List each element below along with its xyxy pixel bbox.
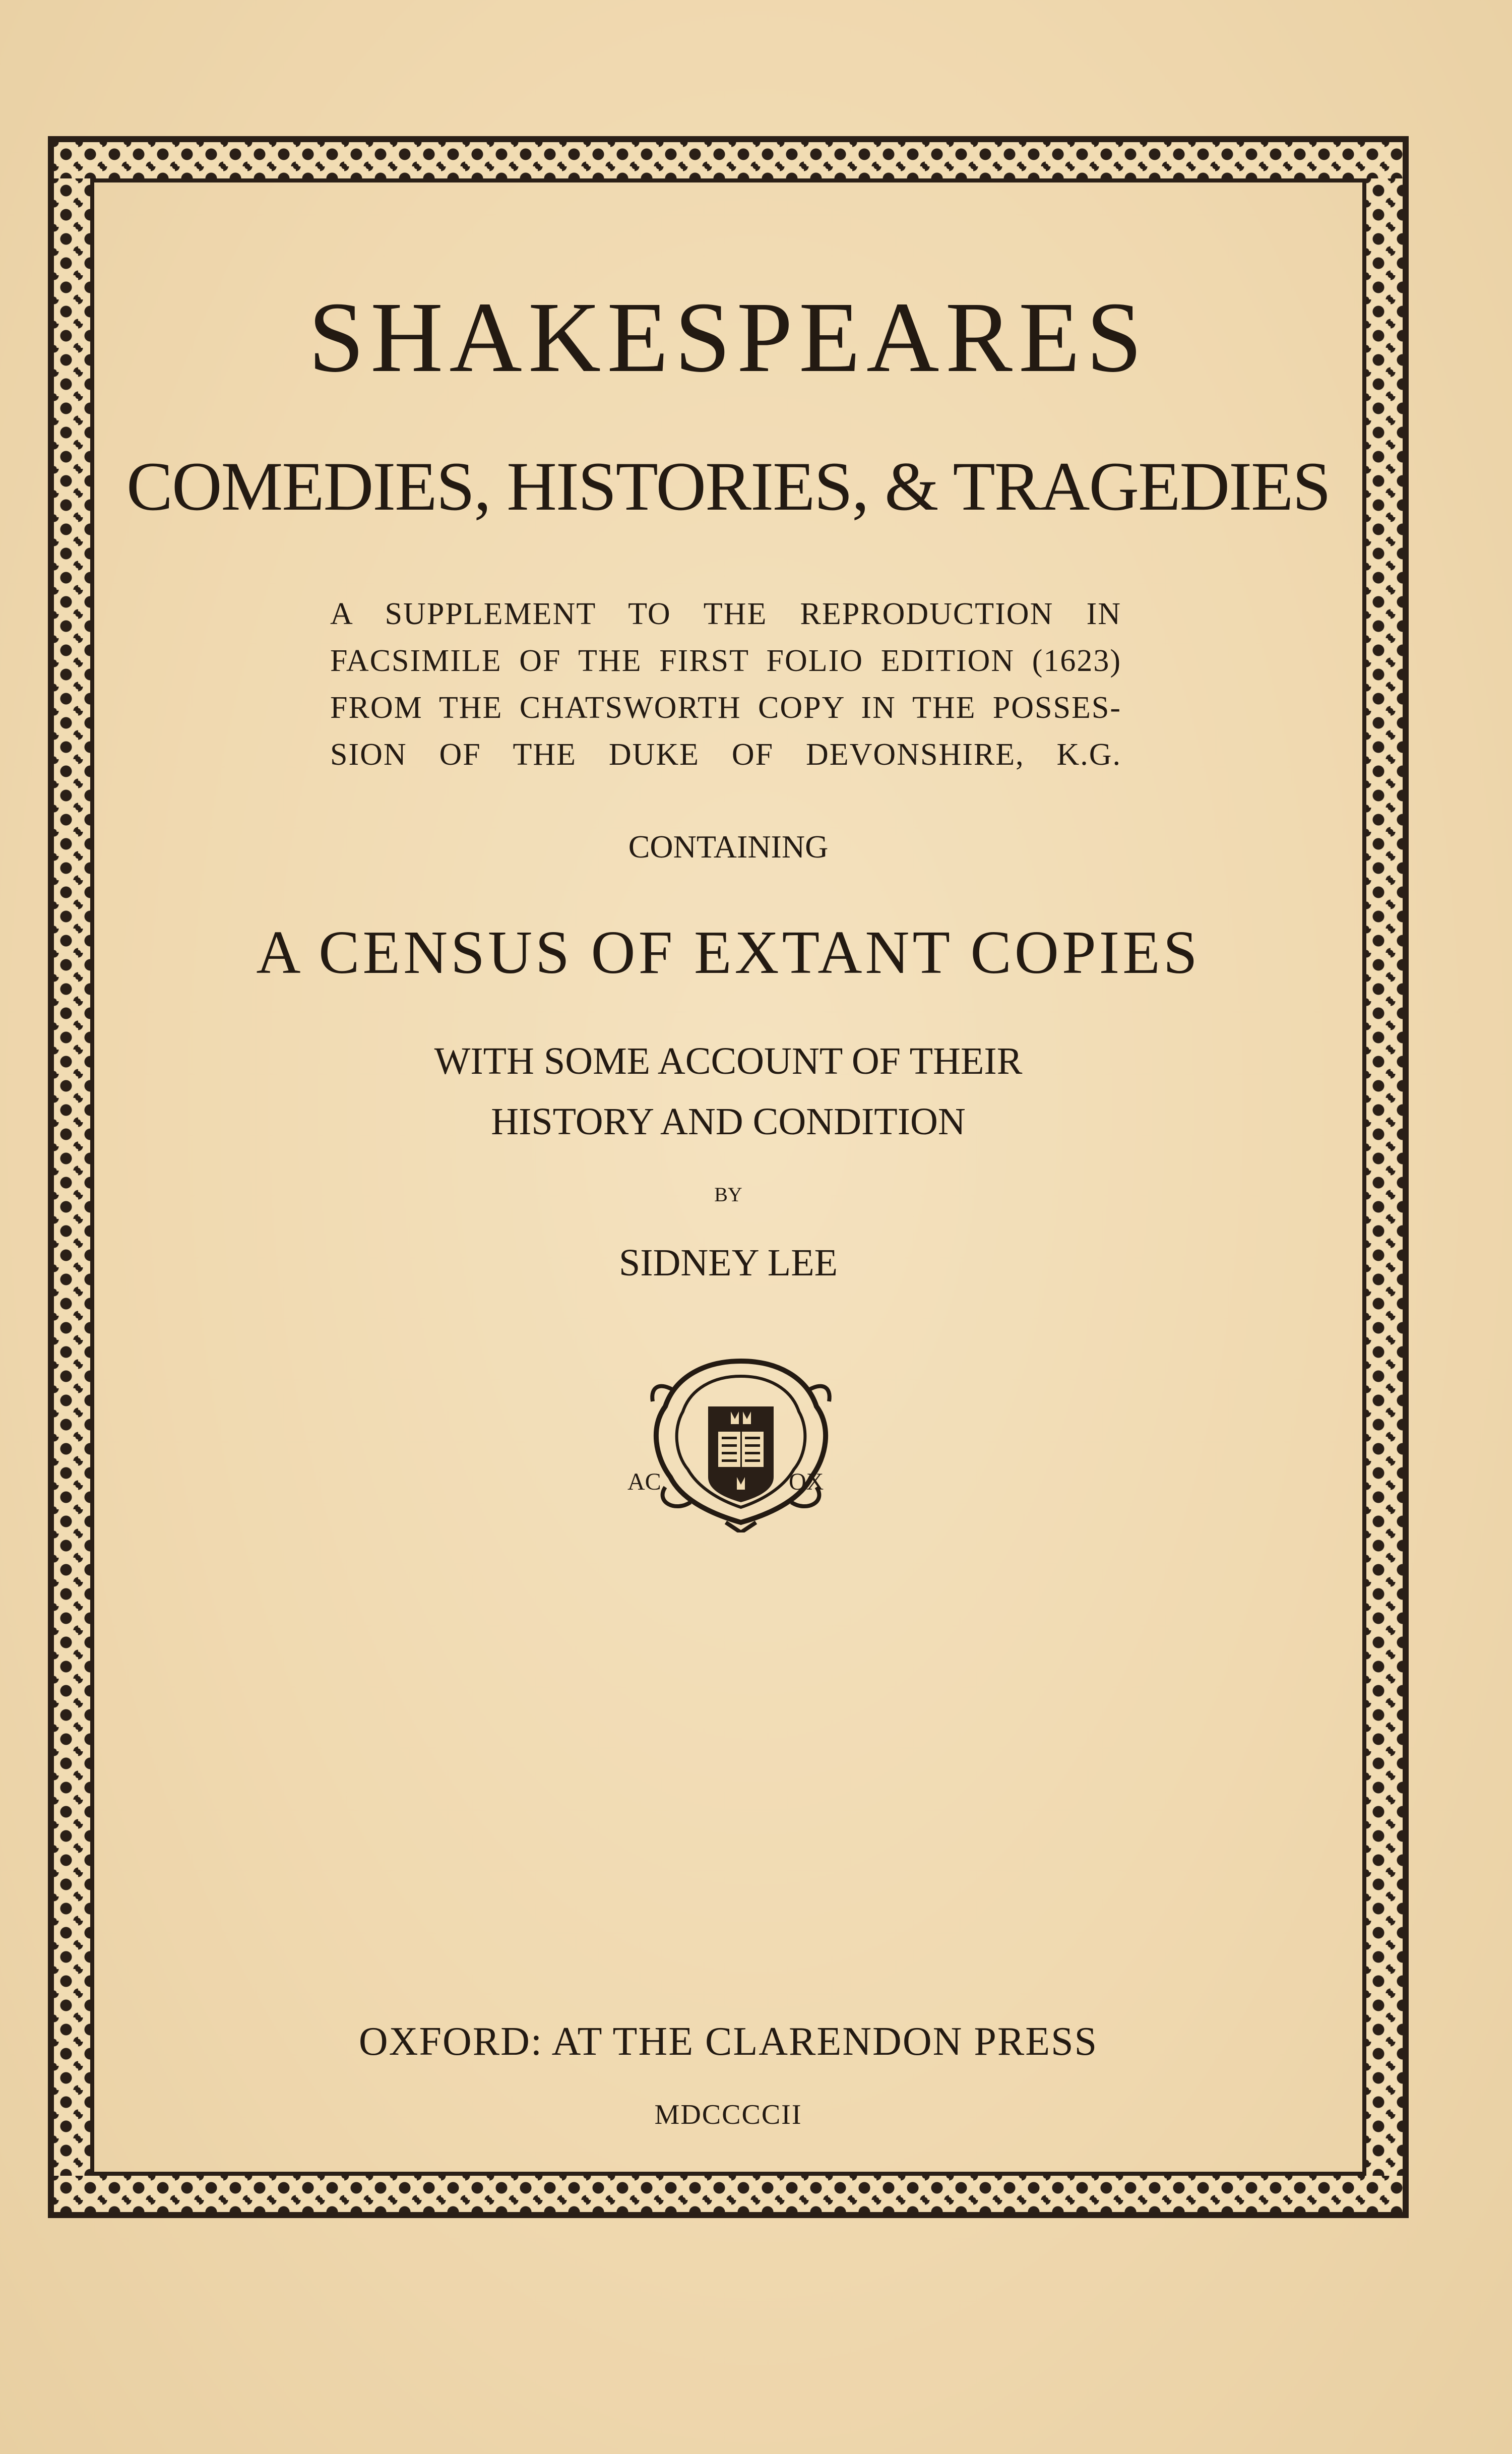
emblem-label-left: AC bbox=[627, 1468, 661, 1495]
containing-label: CONTAINING bbox=[628, 829, 829, 865]
subtitle: COMEDIES, HISTORIES, & TRAGEDIES bbox=[126, 448, 1331, 525]
ornamental-border-bottom bbox=[54, 2176, 1403, 2212]
description-line-1: WITH SOME ACCOUNT OF THEIR bbox=[434, 1040, 1023, 1082]
author-name: SIDNEY LEE bbox=[618, 1242, 838, 1284]
emblem-label-right: OX bbox=[789, 1468, 824, 1495]
supplement-line: A SUPPLEMENT TO THE REPRODUCTION IN bbox=[330, 597, 1121, 631]
oxford-emblem-icon bbox=[615, 1351, 867, 1532]
description-line-2: HISTORY AND CONDITION bbox=[491, 1100, 966, 1143]
supplement-description bbox=[330, 591, 1121, 778]
census-title: A CENSUS OF EXTANT COPIES bbox=[256, 918, 1201, 987]
main-title: SHAKESPEARES bbox=[308, 282, 1149, 393]
publisher-imprint: OXFORD: AT THE CLARENDON PRESS bbox=[358, 2019, 1098, 2064]
supplement-line: SION OF THE DUKE OF DEVONSHIRE, K.G. bbox=[330, 738, 1121, 772]
by-label: BY bbox=[714, 1183, 742, 1206]
ornamental-border-left bbox=[54, 178, 90, 2176]
supplement-line: FACSIMILE OF THE FIRST FOLIO EDITION (1623) bbox=[330, 644, 1121, 678]
ornamental-border-top bbox=[54, 142, 1403, 178]
ornamental-border-right bbox=[1366, 178, 1403, 2176]
publication-date: MDCCCCII bbox=[654, 2099, 802, 2130]
supplement-line: FROM THE CHATSWORTH COPY IN THE POSSES- bbox=[330, 691, 1121, 725]
